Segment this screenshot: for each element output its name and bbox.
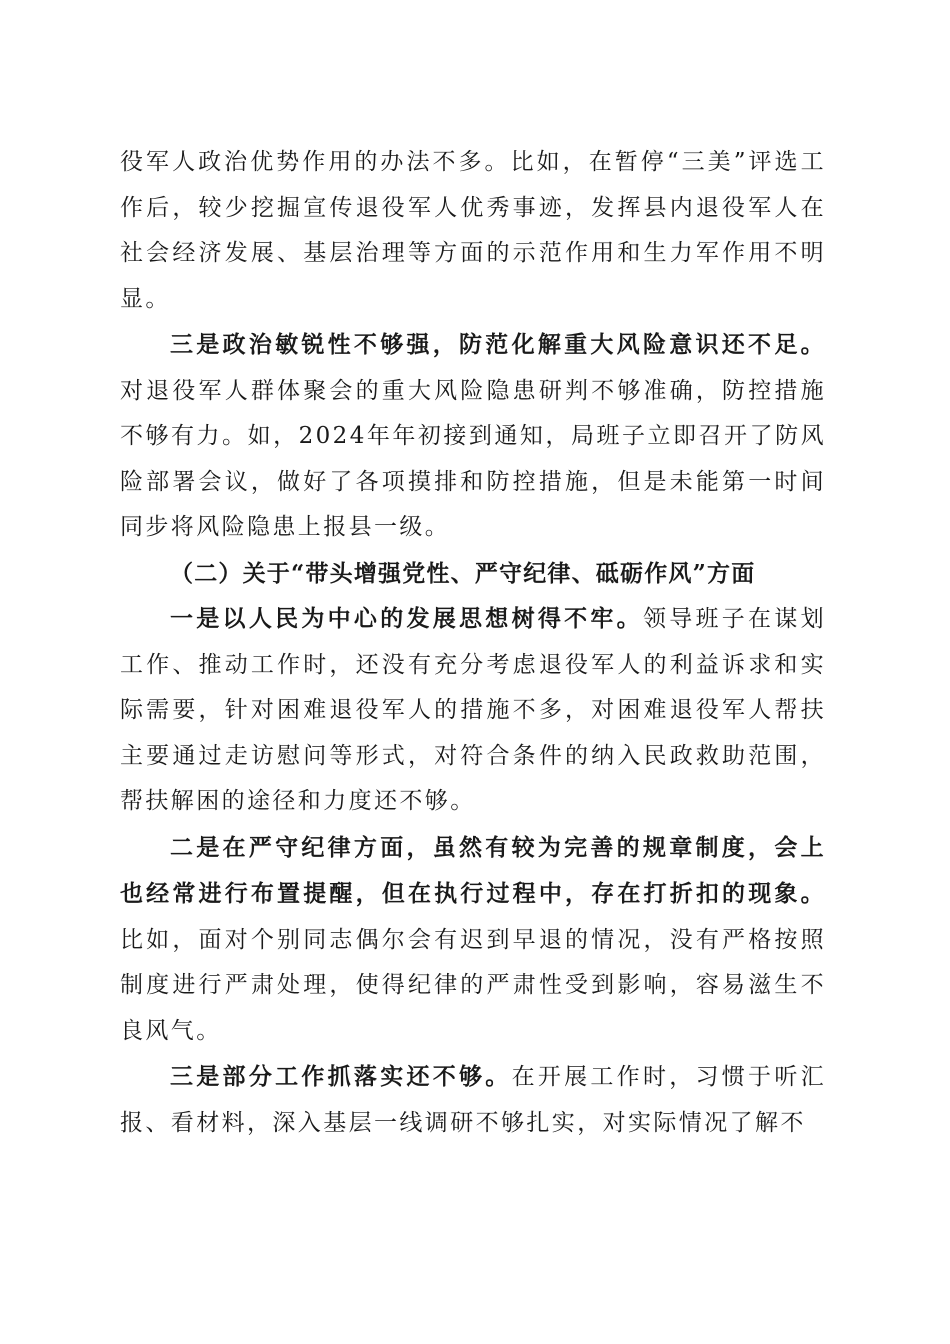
- paragraph-lead: 二是在严守纪律方面，虽然有较为完善的规章制度，会上也经常进行布置提醒，但在执行过程中，存在打折扣的现象。: [120, 833, 826, 907]
- paragraph-lead: 三是政治敏锐性不够强，防范化解重大风险意识还不足。: [170, 331, 826, 358]
- paragraph-political-sensitivity: [120, 322, 826, 551]
- document-body: [120, 140, 826, 1146]
- paragraph-text: 役军人政治优势作用的办法不多。比如，在暂停“三美”评选工作后，较少挖掘宣传退役军人优秀事迹，发挥县内退役军人在社会经济发展、基层治理等方面的示范作用和生力军作用不明显。: [120, 149, 826, 312]
- paragraph-lead: 一是以人民为中心的发展思想树得不牢。: [170, 605, 643, 632]
- paragraph-text: 在开展工作时，习惯于听汇报、看材料，深入基层一线调研不够扎实，对实际情况了解不: [120, 1064, 826, 1136]
- paragraph-implementation: [120, 1054, 826, 1146]
- paragraph-text: 比如，面对个别同志偶尔会有迟到早退的情况，没有严格按照制度进行严肃处理，使得纪律的严肃性受到影响，容易滋生不良风气。: [120, 926, 826, 1044]
- paragraph-lead: 三是部分工作抓落实还不够。: [170, 1063, 512, 1090]
- paragraph-text: 对退役军人群体聚会的重大风险隐患研判不够准确，防控措施不够有力。如，2024年年初接到通知，局班子立即召开了防风险部署会议，做好了各项摸排和防控措施，但是未能第一时间同步将风险隐患上报县一级。: [120, 377, 826, 540]
- paragraph-people-centered: [120, 596, 826, 825]
- paragraph-continuation: [120, 140, 826, 322]
- section-heading: [120, 551, 826, 597]
- paragraph-text: 领导班子在谋划工作、推动工作时，还没有充分考虑退役军人的利益诉求和实际需要，针对困难退役军人的措施不多，对困难退役军人帮扶主要通过走访慰问等形式，对符合条件的纳入民政救助范围，帮扶解困的途径和力度还不够。: [120, 606, 826, 814]
- paragraph-discipline: [120, 825, 826, 1055]
- section-heading-text: （二）关于“带头增强党性、严守纪律、砥砺作风”方面: [170, 559, 756, 587]
